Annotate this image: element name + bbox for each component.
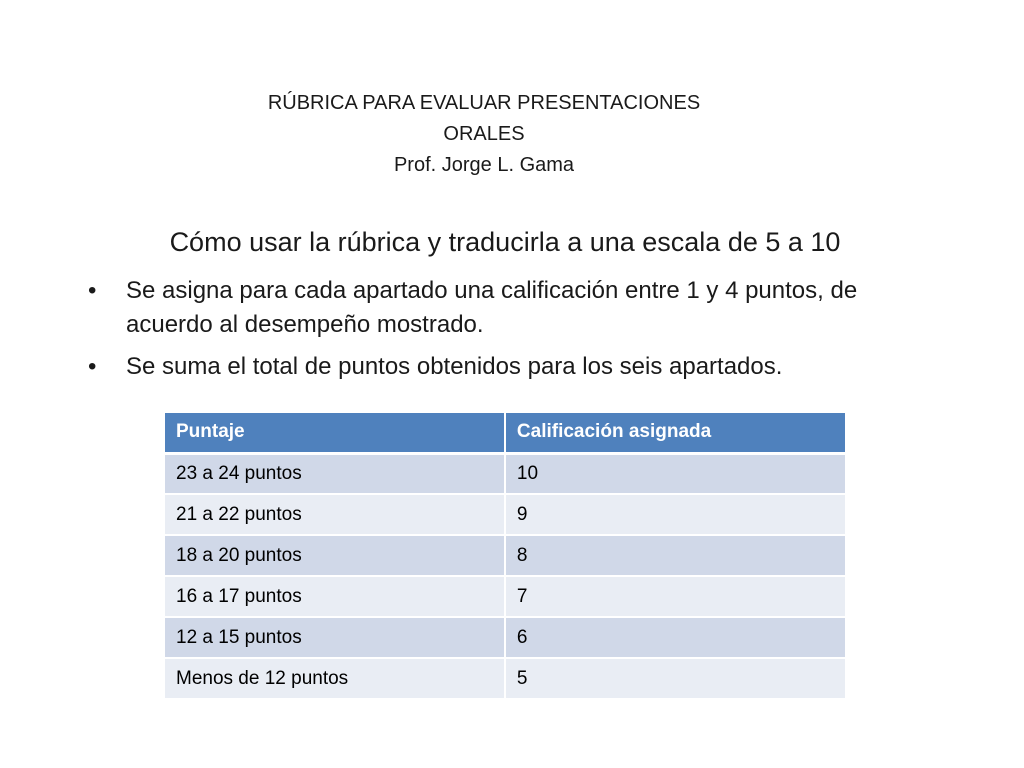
table-row: [164, 576, 846, 617]
header-calificacion: Calificación asignada: [505, 412, 846, 453]
cell-calificacion: 6: [505, 617, 846, 658]
table-row: [164, 658, 846, 699]
title-line-2: ORALES: [443, 123, 525, 145]
bullet-text: Se asigna para cada apartado una calificación entre 1 y 4 puntos, de acuerdo al desempeño mostrado.: [126, 277, 858, 338]
table-row: [164, 453, 846, 494]
table-header-row: [164, 412, 846, 453]
cell-calificacion: 10: [505, 453, 846, 494]
slide-title: [0, 88, 968, 181]
table-header: [164, 412, 846, 453]
section-heading: Cómo usar la rúbrica y traducirla a una escala de 5 a 10: [169, 227, 841, 257]
cell-calificacion: 5: [505, 658, 846, 699]
cell-puntaje: 16 a 17 puntos: [164, 576, 505, 617]
bullet-icon: •: [88, 353, 97, 380]
bullet-icon: •: [88, 277, 97, 304]
table-body: [164, 453, 846, 699]
cell-puntaje: 21 a 22 puntos: [164, 494, 505, 535]
bullet-item: [88, 274, 948, 342]
table-row: [164, 494, 846, 535]
cell-puntaje: 12 a 15 puntos: [164, 617, 505, 658]
header-puntaje: Puntaje: [164, 412, 505, 453]
table-row: [164, 535, 846, 576]
bullet-text: Se suma el total de puntos obtenidos para los seis apartados.: [126, 353, 783, 380]
bullet-list: [88, 274, 948, 392]
cell-puntaje: 23 a 24 puntos: [164, 453, 505, 494]
score-conversion-table: [163, 411, 847, 700]
title-author: Prof. Jorge L. Gama: [393, 154, 575, 176]
table-row: [164, 617, 846, 658]
cell-calificacion: 9: [505, 494, 846, 535]
cell-calificacion: 7: [505, 576, 846, 617]
bullet-item: [88, 350, 948, 384]
cell-puntaje: Menos de 12 puntos: [164, 658, 505, 699]
cell-calificacion: 8: [505, 535, 846, 576]
cell-puntaje: 18 a 20 puntos: [164, 535, 505, 576]
title-line-1: RÚBRICA PARA EVALUAR PRESENTACIONES: [267, 92, 701, 114]
